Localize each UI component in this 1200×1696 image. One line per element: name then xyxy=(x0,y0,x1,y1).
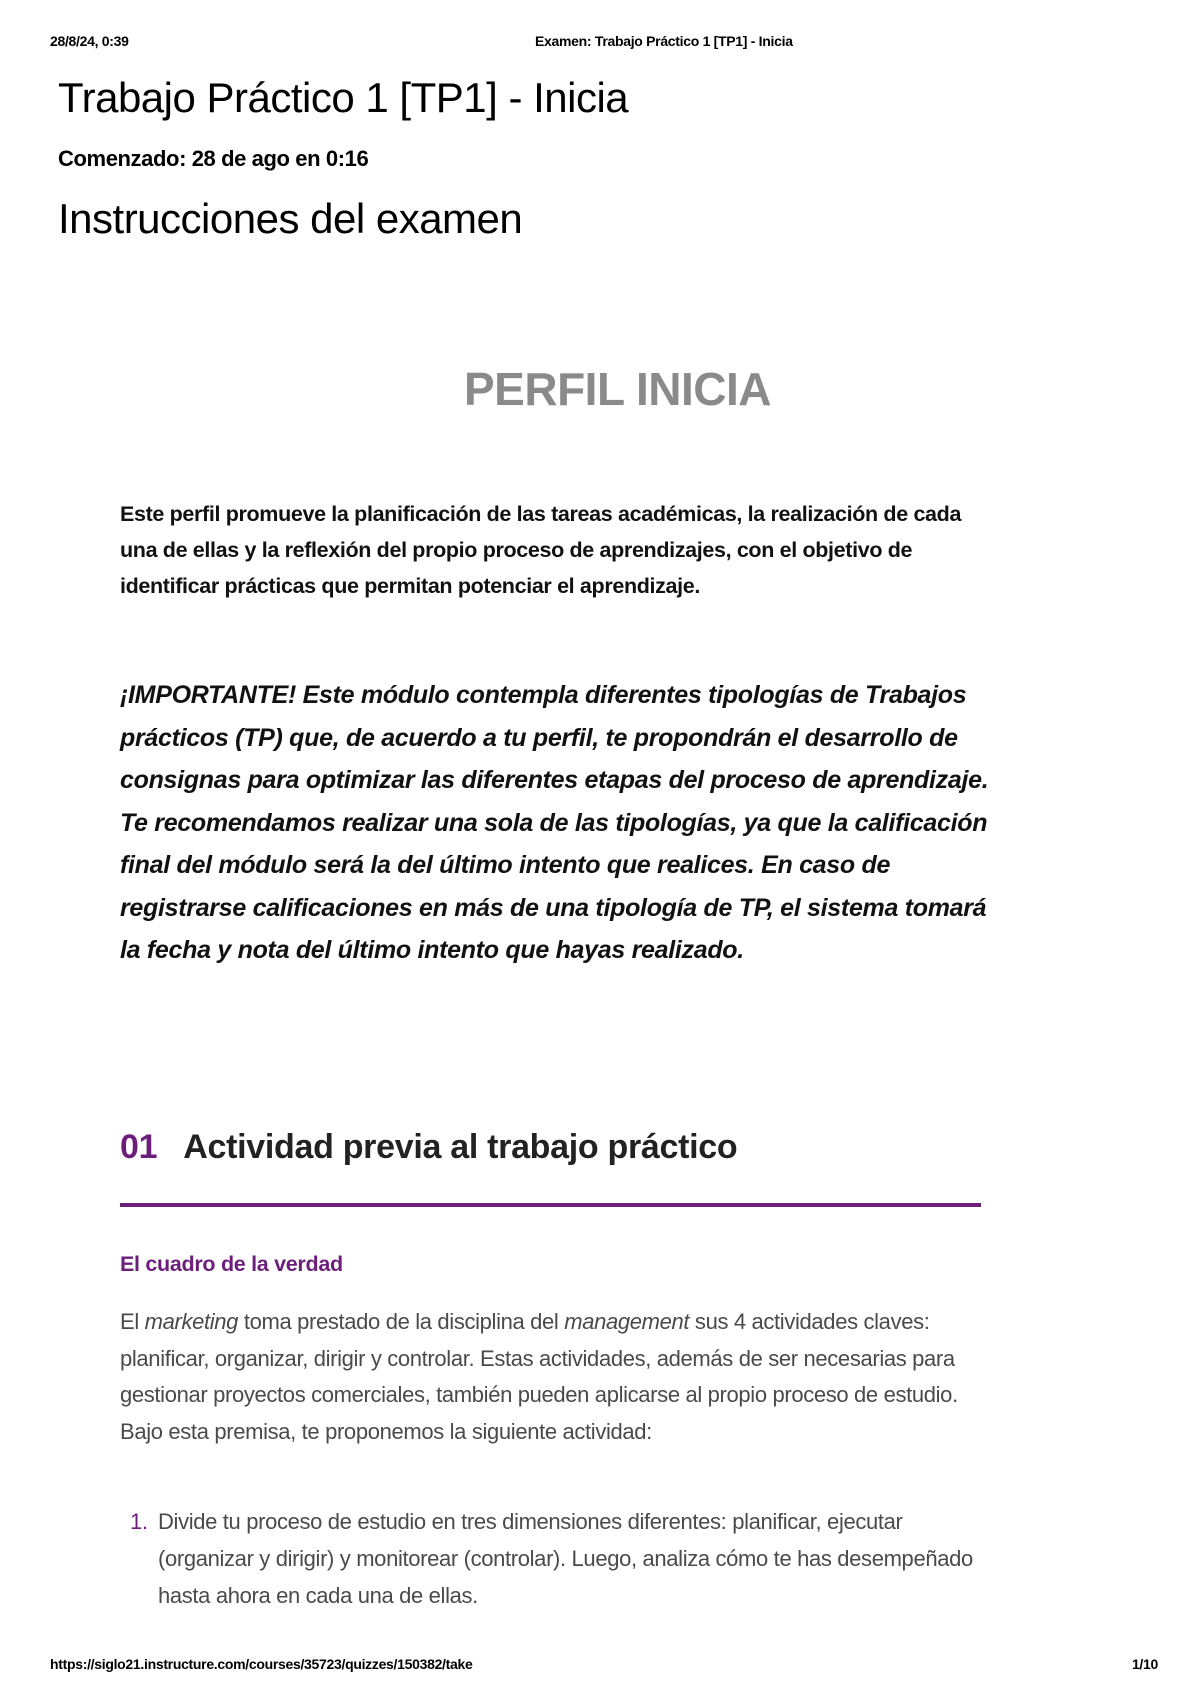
body-text-1: El xyxy=(120,1309,145,1334)
intro-paragraph: Este perfil promueve la planificación de las tareas académicas, la realización de cada una de ellas y la reflexión del propio proceso de aprendizajes, con el objetivo de identificar prácticas que permitan potenciar el aprendizaje. xyxy=(120,502,962,598)
print-doc-title: Examen: Trabajo Práctico 1 [TP1] - Inicia xyxy=(535,33,793,49)
activity-description xyxy=(120,1304,990,1450)
page-title: Trabajo Práctico 1 [TP1] - Inicia xyxy=(58,74,629,121)
list-item xyxy=(130,1503,990,1614)
step-text: Divide tu proceso de estudio en tres dimensiones diferentes: planificar, ejecutar (organizar y dirigir) y monitorear (controlar). Luego, analiza cómo te has desempeñado hasta ahora en cada una de ellas. xyxy=(158,1509,973,1608)
page-number: 1/10 xyxy=(1131,1656,1158,1672)
step-number: 1. xyxy=(130,1509,148,1534)
profile-title: PERFIL INICIA xyxy=(463,363,771,415)
activity-steps xyxy=(130,1503,990,1614)
subsection-title: El cuadro de la verdad xyxy=(120,1252,343,1276)
section-title: Actividad previa al trabajo práctico xyxy=(183,1128,738,1166)
section-heading xyxy=(120,1128,737,1167)
print-datetime: 28/8/24, 0:39 xyxy=(50,33,129,49)
page-url-link[interactable]: https://siglo21.instructure.com/courses/35723/quizzes/150382/take xyxy=(50,1656,473,1672)
body-text-2: toma prestado de la disciplina del xyxy=(238,1309,565,1334)
instructions-title: Instrucciones del examen xyxy=(58,195,523,242)
important-notice: ¡IMPORTANTE! Este módulo contempla diferentes tipologías de Trabajos prácticos (TP) que, de acuerdo a tu perfil, te propondrán el desarrollo de consignas para optimizar las diferentes etapas del proceso de aprendizaje. Te recomendamos realizar una sola de las tipologías, ya que la calificación final del módulo será la del último intento que realices. En caso de registrarse calificaciones en más de una tipología de TP, el sistema tomará la fecha y nota del último intento que hayas realizado. xyxy=(120,681,989,964)
body-emphasis-marketing: marketing xyxy=(144,1309,239,1334)
body-text-3: sus 4 actividades claves: planificar, organizar, dirigir y controlar. Estas actividades, además de ser necesarias para gestionar proyectos comerciales, también pueden aplicarse al propio proceso de estudio. Bajo esta premisa, te proponemos la siguiente actividad: xyxy=(120,1309,958,1444)
body-emphasis-management: management xyxy=(564,1309,690,1334)
started-timestamp: Comenzado: 28 de ago en 0:16 xyxy=(58,146,369,171)
section-number: 01 xyxy=(120,1128,158,1166)
section-divider xyxy=(120,1203,981,1207)
